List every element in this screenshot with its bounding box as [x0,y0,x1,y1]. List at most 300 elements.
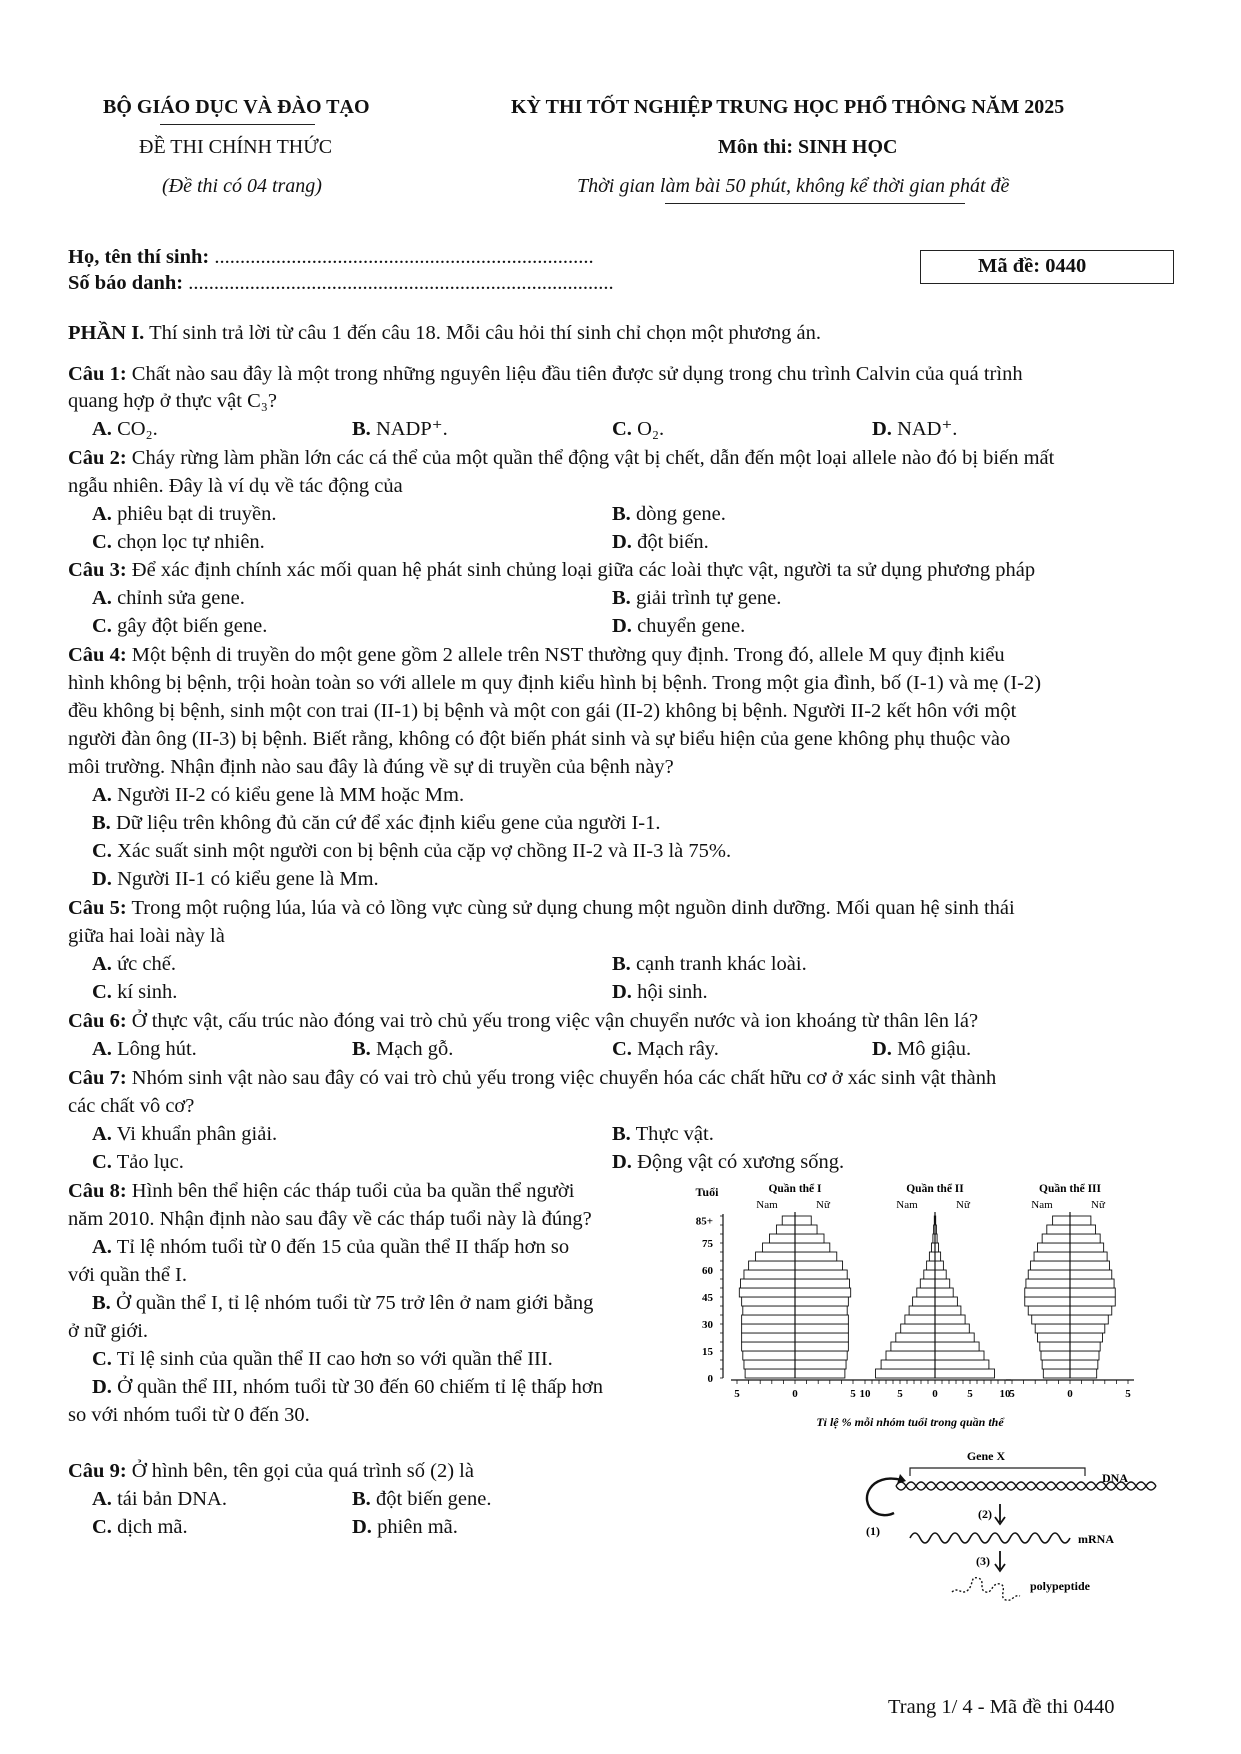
question-1-line-1 [68,361,1023,387]
pyramid-bar-female [1070,1252,1107,1261]
q8-option-b-cont: ở nữ giới. [68,1320,149,1342]
question-2-line-2: ngẫu nhiên. Đây là ví dụ về tác động của [68,475,403,497]
pyramid-bar-female [935,1360,989,1369]
pyramid-bar-male [742,1333,795,1342]
q4-option-a[interactable] [92,782,464,808]
option-key: A. [92,1488,112,1510]
pyramid-bar-male [743,1306,795,1315]
y-axis-label: Tuổi [695,1185,719,1199]
pyramid-bar-male [745,1369,795,1378]
q1-option-b[interactable] [352,416,448,442]
candidate-id-label: Số báo danh: [68,272,184,294]
option-key: A. [92,784,112,806]
pyramid-title: Quần thể III [1039,1183,1101,1195]
page-footer-code: 0440 [1073,1696,1115,1718]
pyramid-bar-female [1070,1360,1098,1369]
q9-option-b[interactable] [352,1486,492,1512]
pyramid-bar-male [1025,1297,1070,1306]
pyramid-bar-male [929,1252,935,1261]
question-7-label: Câu 7: [68,1067,127,1089]
option-key: C. [92,615,112,637]
pyramid-bar-male [782,1216,795,1225]
pyramid-bar-male [742,1342,795,1351]
q6-option-b[interactable] [352,1036,453,1062]
x-tick-label: 0 [792,1388,798,1400]
option-text: hội sinh. [637,981,708,1003]
page-footer [888,1694,1114,1720]
option-text: Ở quần thể I, tỉ lệ nhóm tuổi từ 75 trở lên ở nam giới bằng [115,1292,594,1314]
pyramid-bar-female [935,1351,984,1360]
gene-bracket [910,1468,1085,1476]
q2-option-a[interactable] [92,501,276,527]
option-text: tái bản DNA. [117,1488,227,1510]
q3-option-d[interactable] [612,613,745,639]
question-4-line-4: người đàn ông (II-3) bị bệnh. Biết rằng, không có đột biến phát sinh và sự biểu hiện của gene không phụ thuộc vào [68,728,1011,750]
pyramid-bar-female [795,1243,830,1252]
option-key: D. [872,418,892,440]
polypeptide-label: polypeptide [1030,1579,1091,1593]
section-label: PHẦN I. [68,322,145,344]
polypeptide-chain [952,1578,1020,1601]
pyramid-bar-male [927,1261,935,1270]
pyramid-bar-female [935,1288,953,1297]
pyramid-bar-male [1040,1342,1070,1351]
step-3-label: (3) [976,1554,990,1568]
pyramid-bar-female [1070,1216,1091,1225]
option-key: A. [92,1038,112,1060]
q4-option-c[interactable] [92,838,731,864]
option-text: Thực vật. [635,1123,714,1145]
candidate-name-dots: .......................................................................... [214,246,594,268]
sex-label-male: Nam [756,1199,778,1211]
option-text: chọn lọc tự nhiên. [117,531,265,553]
question-6-line-1 [68,1008,978,1034]
option-key: A. [92,587,112,609]
q8-option-d[interactable] [92,1374,603,1400]
pyramid-bar-female [1070,1351,1099,1360]
pyramid-bar-female [795,1306,847,1315]
pyramid-bar-male [763,1243,795,1252]
option-text: phiêu bạt di truyền. [117,503,277,525]
option-key: B. [352,1488,371,1510]
option-key: C. [92,1151,112,1173]
question-4-text: Một bệnh di truyền do một gene gồm 2 allele trên NST thường quy định. Trong đó, allele M quy định kiểu [131,644,1005,666]
pyramid-bar-male [743,1351,795,1360]
q9-option-d[interactable] [352,1514,458,1540]
q7-option-d[interactable] [612,1149,844,1175]
question-8-text: Hình bên thể hiện các tháp tuổi của ba quần thể người [131,1180,575,1202]
sex-label-female: Nữ [816,1199,830,1211]
official-label: ĐỀ THI CHÍNH THỨC [139,136,333,158]
option-key: C. [92,1348,112,1370]
pyramid-bar-male [1025,1288,1070,1297]
pages-note: (Đề thi có 04 trang) [162,175,322,197]
q8-option-a[interactable] [92,1234,569,1260]
age-tick-label: 30 [702,1319,713,1331]
pyramid-bar-male [1038,1243,1070,1252]
x-tick-label: 5 [1009,1388,1015,1400]
exam-title: KỲ THI TỐT NGHIỆP TRUNG HỌC PHỔ THÔNG NĂM 2025 [511,96,1065,118]
step-2-label: (2) [978,1507,992,1521]
q8-option-a-cont: với quần thể I. [68,1264,188,1286]
question-5-line-1 [68,895,1015,921]
option-text: Tảo lục. [116,1151,184,1173]
pyramid-bar-female [795,1360,846,1369]
option-key: A. [92,953,112,975]
pyramid-bar-female [1070,1288,1115,1297]
question-6-label: Câu 6: [68,1010,127,1032]
population-pyramids-chart [675,1178,1175,1438]
q2-option-d[interactable] [612,529,709,555]
option-key: C. [92,840,112,862]
question-6-text: Ở thực vật, cấu trúc nào đóng vai trò chủ yếu trong việc vận chuyển nước và ion khoáng từ thân lên lá? [131,1010,979,1032]
q2-option-c[interactable] [92,529,265,555]
question-4-label: Câu 4: [68,644,127,666]
pyramid-bar-female [1070,1225,1096,1234]
pyramid-bar-male [1053,1216,1070,1225]
pyramid-bar-female [795,1216,811,1225]
q1-option-d[interactable] [872,416,957,442]
option-key: D. [92,1376,112,1398]
time-underline [665,203,965,204]
option-key: D. [352,1516,372,1538]
option-text: cạnh tranh khác loài. [635,953,807,975]
q5-option-d[interactable] [612,979,708,1005]
q8-option-d-cont: so với nhóm tuổi từ 0 đến 30. [68,1404,310,1426]
gene-expression-diagram [840,1440,1170,1640]
x-tick-label: 0 [1067,1388,1073,1400]
x-tick-label: 5 [850,1388,856,1400]
pyramid-bar-male [891,1342,935,1351]
option-key: B. [612,503,631,525]
pyramid-bar-female [1070,1270,1112,1279]
translation-arrow [995,1551,1005,1571]
age-tick-label: 75 [702,1238,713,1250]
x-tick-label: 5 [967,1388,973,1400]
question-3-label: Câu 3: [68,559,127,581]
q3-option-c[interactable] [92,613,267,639]
question-9-label: Câu 9: [68,1460,127,1482]
option-key: C. [92,1516,112,1538]
pyramid-bar-male [776,1225,795,1234]
pyramid-bar-female [795,1225,817,1234]
question-8-line-1 [68,1178,574,1204]
pyramid-bar-female [1070,1243,1104,1252]
q6-option-a[interactable] [92,1036,197,1062]
pyramid-bar-female [1070,1279,1114,1288]
question-9-text: Ở hình bên, tên gọi của quá trình số (2) là [131,1460,474,1482]
x-tick-label: 5 [897,1388,903,1400]
pyramid-bar-female [1070,1297,1115,1306]
option-text: Người II-2 có kiểu gene là MM hoặc Mm. [117,784,465,806]
q3-option-b[interactable] [612,585,781,611]
pyramid-bar-male [744,1270,795,1279]
exam-code-label: Mã đề: [978,255,1041,277]
pyramid-bar-female [935,1261,943,1270]
option-text: NADP⁺. [375,418,448,440]
pyramid-bar-female [795,1270,847,1279]
sex-label-male: Nam [1031,1199,1053,1211]
pyramid-bar-male [901,1324,935,1333]
x-axis-label: Tỉ lệ % mỗi nhóm tuổi trong quần thể [816,1415,1004,1429]
pyramid-bar-male [905,1315,935,1324]
question-5-line-2: giữa hai loài này là [68,925,225,947]
option-text: Lông hút. [117,1038,197,1060]
age-tick-label: 60 [702,1265,713,1277]
option-text: Vi khuẩn phân giải. [116,1123,278,1145]
sex-label-female: Nữ [956,1199,970,1211]
q5-option-a[interactable] [92,951,176,977]
pyramid-bar-female [795,1351,847,1360]
pyramid-bar-male [742,1297,795,1306]
question-2-label: Câu 2: [68,447,127,469]
page-footer-text: Trang 1/ 4 - Mã đề thi [888,1696,1069,1718]
x-tick-label: 5 [1125,1388,1131,1400]
q7-option-b[interactable] [612,1121,714,1147]
pyramid-bar-male [1043,1369,1070,1378]
q5-option-b[interactable] [612,951,807,977]
pyramid-bar-male [769,1234,795,1243]
pyramid-bar-female [795,1324,848,1333]
pyramid-bar-male [1041,1351,1070,1360]
pyramid-bar-male [742,1315,795,1324]
x-tick-label: 10 [859,1388,871,1400]
x-tick-label: 10 [999,1388,1011,1400]
exam-code [978,253,1086,279]
option-text: Động vật có xương sống. [637,1151,845,1173]
question-7-text: Nhóm sinh vật nào sau đây có vai trò chủ yếu trong việc chuyển hóa các chất hữu cơ ở xác sinh vật thành [131,1067,997,1089]
q3-option-a[interactable] [92,585,245,611]
option-key: A. [92,503,112,525]
q8-option-c[interactable] [92,1346,553,1372]
option-key: B. [612,953,631,975]
option-text: Tỉ lệ sinh của quần thể II cao hơn so với quần thể III. [116,1348,553,1370]
option-key: C. [612,1038,632,1060]
pyramid-bar-female [1070,1342,1100,1351]
option-key: B. [352,1038,371,1060]
pyramid-bar-female [1070,1333,1102,1342]
pyramid-bar-female [1070,1306,1112,1315]
question-1-line-2: quang hợp ở thực vật C₃? [68,390,278,412]
option-key: C. [612,418,632,440]
option-key: B. [92,1292,111,1314]
pyramid-bar-male [749,1261,795,1270]
option-text: NAD⁺. [897,418,958,440]
pyramid-bar-male [756,1252,795,1261]
option-text: chuyển gene. [637,615,746,637]
transcription-arrow [995,1504,1005,1524]
option-key: C. [92,531,112,553]
q8-option-b[interactable] [92,1290,593,1316]
pyramid-bar-female [935,1297,957,1306]
option-text: đột biến gene. [375,1488,492,1510]
q4-option-b[interactable] [92,810,660,836]
pyramid-bar-female [795,1279,850,1288]
pyramid-bar-male [886,1351,935,1360]
pyramid-bar-female [795,1234,824,1243]
pyramid-bar-male [739,1288,795,1297]
option-text: gây đột biến gene. [117,615,268,637]
q9-option-a[interactable] [92,1486,227,1512]
pyramid-bar-female [795,1288,851,1297]
candidate-name-label: Họ, tên thí sinh: [68,246,210,268]
option-text: Mạch gỗ. [375,1038,454,1060]
pyramid-bar-male [896,1333,935,1342]
pyramid-bar-female [935,1315,965,1324]
pyramid-bar-male [920,1279,935,1288]
sex-label-female: Nữ [1091,1199,1105,1211]
option-text: Người II-1 có kiểu gene là Mm. [117,868,379,890]
option-text: đột biến. [637,531,709,553]
pyramid-bar-male [924,1270,935,1279]
q6-option-c[interactable] [612,1036,719,1062]
exam-code-value: 0440 [1045,255,1087,277]
q2-option-b[interactable] [612,501,726,527]
question-3-text: Để xác định chính xác mối quan hệ phát sinh chủng loại giữa các loài thực vật, người ta sử dụng phương pháp [131,559,1036,581]
question-5-text: Trong một ruộng lúa, lúa và cỏ lồng vực cùng sử dụng chung một nguồn dinh dưỡng. Mối quan hệ sinh thái [131,897,1015,919]
pyramid-bar-female [1070,1315,1108,1324]
question-1-text: Chất nào sau đây là một trong những nguyên liệu đầu tiên được sử dụng trong chu trình Calvin của quá trình [131,363,1023,385]
question-4-line-2: hình không bị bệnh, trội hoàn toàn so với allele m quy định kiểu hình bị bệnh. Trong một gia đình, bố (I-1) và mẹ (I-2) [68,672,1042,694]
pyramid-bar-female [795,1369,845,1378]
pyramid-bar-male [1035,1324,1070,1333]
pyramid-bar-male [1034,1252,1070,1261]
pyramid-title: Quần thể I [768,1183,822,1195]
pyramid-bar-female [935,1270,946,1279]
pyramid-bar-male [1028,1306,1070,1315]
pyramid-bar-female [935,1342,979,1351]
candidate-id-row [68,270,614,296]
pyramid-bar-male [1042,1234,1070,1243]
option-key: B. [92,812,111,834]
option-key: B. [612,587,631,609]
section-heading [68,320,821,346]
age-tick-label: 0 [707,1373,713,1385]
ministry-name: BỘ GIÁO DỤC VÀ ĐÀO TẠO [103,96,370,118]
option-text: CO₂. [117,418,158,440]
q1-option-a[interactable] [92,416,158,442]
pyramid-bar-female [795,1297,848,1306]
pyramid-bar-female [1070,1369,1097,1378]
pyramid-bar-male [881,1360,935,1369]
pyramid-bar-female [1070,1324,1105,1333]
x-tick-label: 5 [734,1388,740,1400]
option-text: Xác suất sinh một người con bị bệnh của cặp vợ chồng II-2 và II-3 là 75%. [117,840,732,862]
option-text: phiên mã. [377,1516,458,1538]
pyramid-bar-male [1026,1279,1070,1288]
mrna-label: mRNA [1078,1532,1114,1546]
option-key: C. [92,981,112,1003]
option-key: D. [612,615,632,637]
age-tick-label: 15 [702,1346,713,1358]
question-8-label: Câu 8: [68,1180,127,1202]
question-4-line-5: môi trường. Nhận định nào sau đây là đúng về sự di truyền của bệnh này? [68,756,674,778]
q4-option-d[interactable] [92,866,379,892]
q9-option-c[interactable] [92,1514,188,1540]
pyramid-bar-male [740,1279,795,1288]
option-key: B. [352,418,371,440]
pyramid-bar-male [1031,1261,1070,1270]
pyramid-bar-male [876,1369,936,1378]
pyramid-bar-female [1070,1234,1100,1243]
candidate-id-dots: ................................................................................... [188,272,614,294]
option-text: Mạch rây. [637,1038,719,1060]
pyramid-bar-female [795,1333,848,1342]
sex-label-male: Nam [896,1199,918,1211]
option-key: D. [612,1151,632,1173]
question-7-line-2: các chất vô cơ? [68,1095,195,1117]
gene-x-label: Gene X [966,1449,1006,1463]
question-2-line-1 [68,445,1054,471]
question-3-line-1 [68,557,1035,583]
pyramid-bar-female [935,1369,995,1378]
option-text: O₂. [637,418,665,440]
option-text: Tỉ lệ nhóm tuổi từ 0 đến 15 của quần thể II thấp hơn so [116,1236,570,1258]
option-text: kí sinh. [117,981,178,1003]
option-text: dòng gene. [635,503,726,525]
pyramid-bar-male [1032,1315,1070,1324]
pyramid-bar-female [935,1306,961,1315]
pyramid-bar-female [795,1315,848,1324]
pyramid-bar-male [744,1360,795,1369]
option-key: A. [92,1236,112,1258]
q7-option-a[interactable] [92,1121,277,1147]
option-key: D. [612,531,632,553]
step-1-label: (1) [866,1524,880,1538]
x-tick-label: 0 [932,1388,938,1400]
option-key: A. [92,418,112,440]
pyramid-bar-female [935,1333,974,1342]
pyramid-bar-male [742,1324,795,1333]
age-tick-label: 45 [702,1292,713,1304]
pyramid-bar-female [935,1252,941,1261]
option-text: Ở quần thể III, nhóm tuổi từ 30 đến 60 chiếm tỉ lệ thấp hơn [117,1376,604,1398]
pyramid-bar-male [1028,1270,1070,1279]
option-text: dịch mã. [117,1516,188,1538]
q1-option-c[interactable] [612,416,664,442]
option-key: A. [92,1123,112,1145]
question-4-line-1 [68,642,1005,668]
time-note: Thời gian làm bài 50 phút, không kể thời gian phát đề [577,175,1010,197]
pyramid-title: Quần thể II [906,1183,964,1195]
pyramid-bar-male [1038,1333,1070,1342]
q5-option-c[interactable] [92,979,177,1005]
option-key: B. [612,1123,631,1145]
option-text: giải trình tự gene. [635,587,782,609]
pyramid-bar-male [917,1288,935,1297]
question-5-label: Câu 5: [68,897,127,919]
age-tick-label: 85+ [695,1215,713,1228]
dna-label: DNA [1102,1471,1128,1485]
pyramid-bar-male [1047,1225,1070,1234]
question-8-line-2: năm 2010. Nhận định nào sau đây về các tháp tuổi này là đúng? [68,1208,592,1230]
option-key: D. [872,1038,892,1060]
pyramid-bar-female [795,1261,843,1270]
pyramid-bar-male [1042,1360,1070,1369]
subject-title: Môn thi: SINH HỌC [718,136,898,158]
q7-option-c[interactable] [92,1149,184,1175]
option-key: D. [92,868,112,890]
section-instruction: Thí sinh trả lời từ câu 1 đến câu 18. Mỗi câu hỏi thí sinh chỉ chọn một phương án. [149,322,821,344]
question-7-line-1 [68,1065,996,1091]
question-1-label: Câu 1: [68,363,127,385]
q6-option-d[interactable] [872,1036,971,1062]
option-text: ức chế. [117,953,176,975]
mrna-strand [910,1533,1070,1543]
pyramid-bar-female [1070,1261,1109,1270]
ministry-underline [160,124,315,125]
pyramid-bar-male [909,1306,935,1315]
